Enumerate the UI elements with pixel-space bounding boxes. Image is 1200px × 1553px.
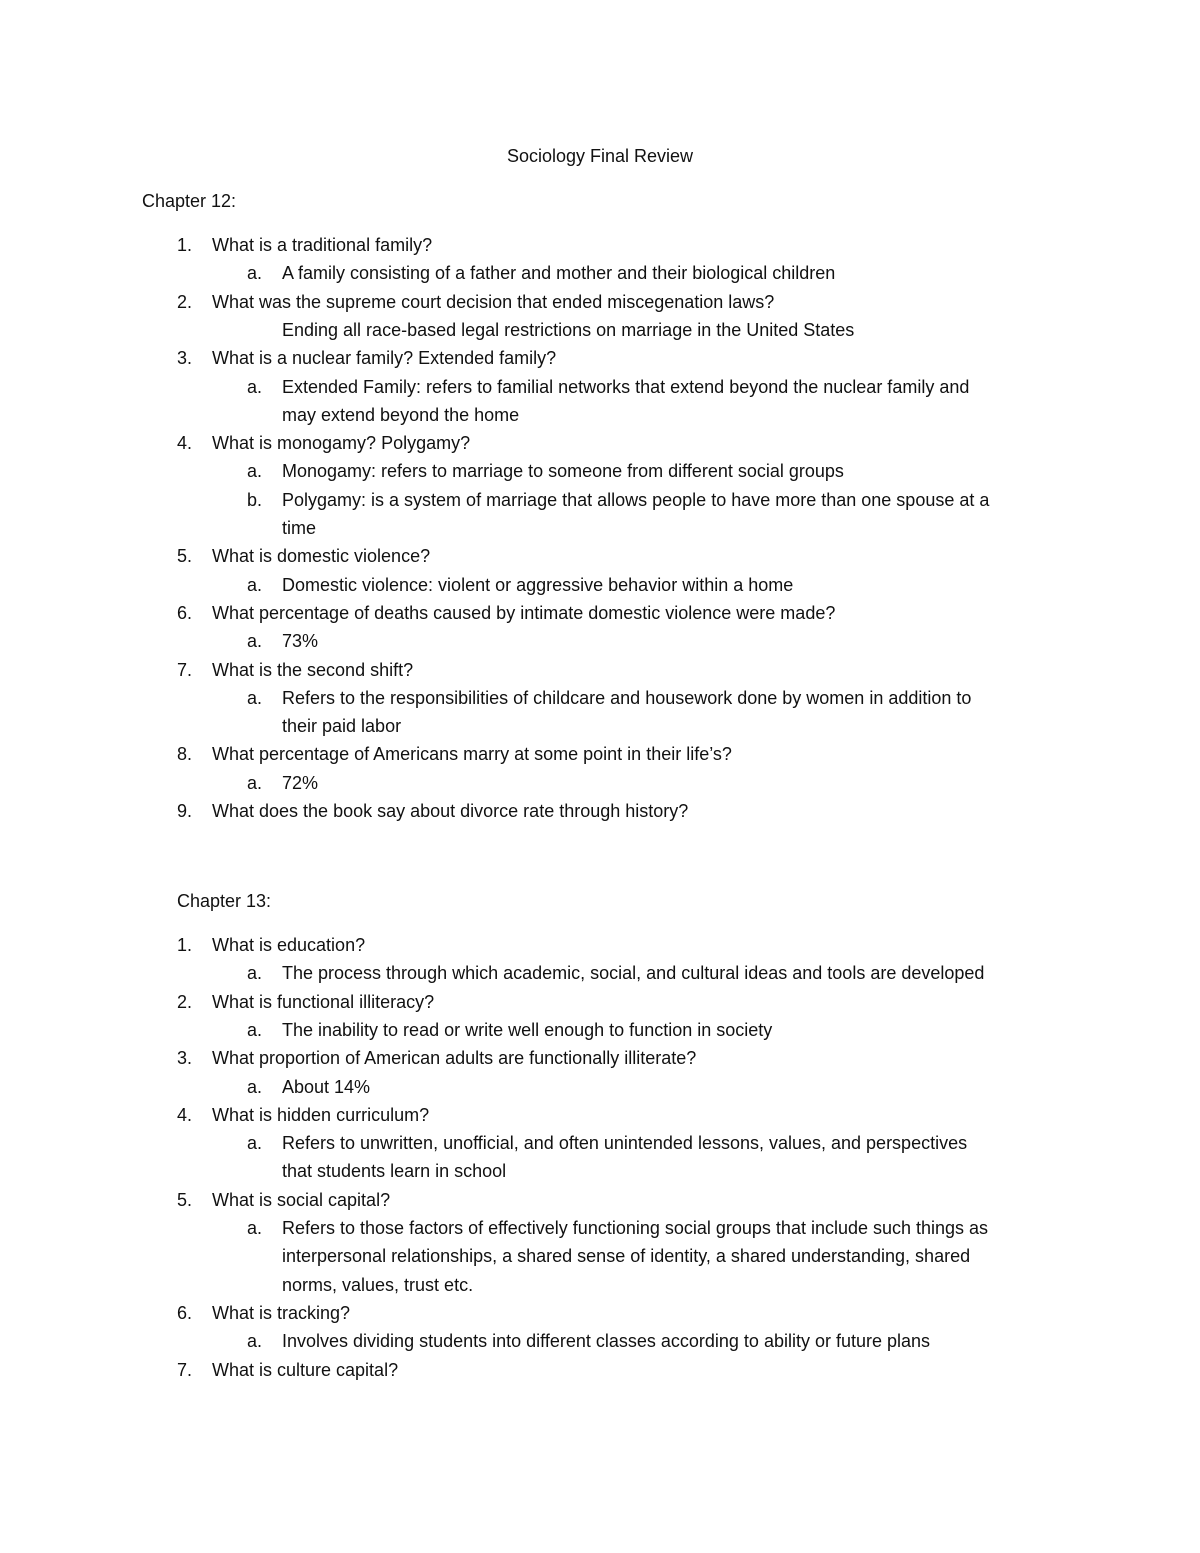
question-text: What is culture capital? xyxy=(212,1359,399,1380)
question-number: 4. xyxy=(177,433,193,454)
answer-text: Domestic violence: violent or aggressive behavior within a home xyxy=(282,574,794,595)
question-text: What is social capital? xyxy=(212,1189,391,1210)
answer-text: Extended Family: refers to familial networks that extend beyond the nuclear family and xyxy=(282,376,970,397)
document-title: Sociology Final Review xyxy=(506,146,694,166)
question-text: What is hidden curriculum? xyxy=(212,1104,430,1125)
answer-label: a. xyxy=(247,1218,263,1238)
question-number: 5. xyxy=(177,1189,193,1210)
answer-text: may extend beyond the home xyxy=(282,404,520,425)
answer-label: a. xyxy=(247,461,263,482)
chapter-heading: Chapter 13: xyxy=(177,891,272,911)
answer-text: A family consisting of a father and mother and their biological children xyxy=(282,263,836,284)
question-text: What is education? xyxy=(212,935,366,955)
answer-label: a. xyxy=(247,772,263,793)
answer-text: 73% xyxy=(282,631,319,652)
answer-text: interpersonal relationships, a shared sense of identity, a shared understanding, shared xyxy=(282,1246,971,1267)
answer-label: a. xyxy=(247,574,263,595)
answer-label: b. xyxy=(247,489,263,510)
answer-label: a. xyxy=(247,1331,263,1352)
answer-label: a. xyxy=(247,631,263,652)
answer-text: time xyxy=(282,518,317,538)
answer-text: The process through which academic, social, and cultural ideas and tools are developed xyxy=(282,963,985,984)
answer-text: their paid labor xyxy=(282,716,402,737)
answer-text: Refers to those factors of effectively functioning social groups that include such things as xyxy=(282,1218,989,1238)
answer-text: Refers to the responsibilities of childcare and housework done by women in addition to xyxy=(282,687,972,708)
answer-text: Monogamy: refers to marriage to someone from different social groups xyxy=(282,461,844,482)
question-number: 9. xyxy=(177,801,193,821)
question-number: 1. xyxy=(177,935,193,955)
answer-label: a. xyxy=(247,376,263,397)
question-number: 5. xyxy=(177,546,193,567)
question-text: What percentage of deaths caused by intimate domestic violence were made? xyxy=(212,602,836,623)
question-text: What is monogamy? Polygamy? xyxy=(212,433,471,454)
answer-label: a. xyxy=(247,1076,263,1097)
question-number: 8. xyxy=(177,744,193,765)
answer-label: a. xyxy=(247,963,263,984)
question-text: What is domestic violence? xyxy=(212,546,431,567)
chapter-heading: Chapter 12: xyxy=(142,191,237,211)
question-text: What is a traditional family? xyxy=(212,235,433,255)
answer-text: 72% xyxy=(282,772,319,793)
question-text: What is functional illiteracy? xyxy=(212,991,435,1012)
question-number: 4. xyxy=(177,1104,193,1125)
answer-text: Refers to unwritten, unofficial, and often unintended lessons, values, and perspectives xyxy=(282,1133,968,1154)
answer-label: a. xyxy=(247,263,263,284)
question-text: What proportion of American adults are functionally illiterate? xyxy=(212,1048,697,1069)
question-number: 3. xyxy=(177,348,193,369)
answer-text: The inability to read or write well enough to function in society xyxy=(282,1019,773,1040)
question-number: 2. xyxy=(177,991,193,1012)
answer-text: norms, values, trust etc. xyxy=(282,1274,474,1295)
question-number: 7. xyxy=(177,659,193,680)
question-text: What percentage of Americans marry at some point in their life’s? xyxy=(212,744,732,765)
question-number: 2. xyxy=(177,291,193,312)
question-text: What is a nuclear family? Extended family? xyxy=(212,348,557,369)
answer-label: a. xyxy=(247,1133,263,1154)
answer-text: Polygamy: is a system of marriage that allows people to have more than one spouse at a xyxy=(282,489,990,510)
answer-text: Ending all race-based legal restrictions on marriage in the United States xyxy=(282,319,855,340)
question-number: 3. xyxy=(177,1048,193,1069)
question-number: 6. xyxy=(177,602,193,623)
question-number: 6. xyxy=(177,1302,193,1323)
answer-text: Involves dividing students into different classes according to ability or future plans xyxy=(282,1331,931,1352)
answer-text: that students learn in school xyxy=(282,1161,507,1182)
question-number: 1. xyxy=(177,235,193,255)
question-text: What was the supreme court decision that ended miscegenation laws? xyxy=(212,291,775,312)
question-text: What is tracking? xyxy=(212,1302,351,1323)
answer-label: a. xyxy=(247,1019,263,1040)
question-text: What is the second shift? xyxy=(212,659,414,680)
question-text: What does the book say about divorce rate through history? xyxy=(212,801,689,821)
question-number: 7. xyxy=(177,1359,193,1380)
answer-label: a. xyxy=(247,687,263,708)
answer-text: About 14% xyxy=(282,1076,371,1097)
